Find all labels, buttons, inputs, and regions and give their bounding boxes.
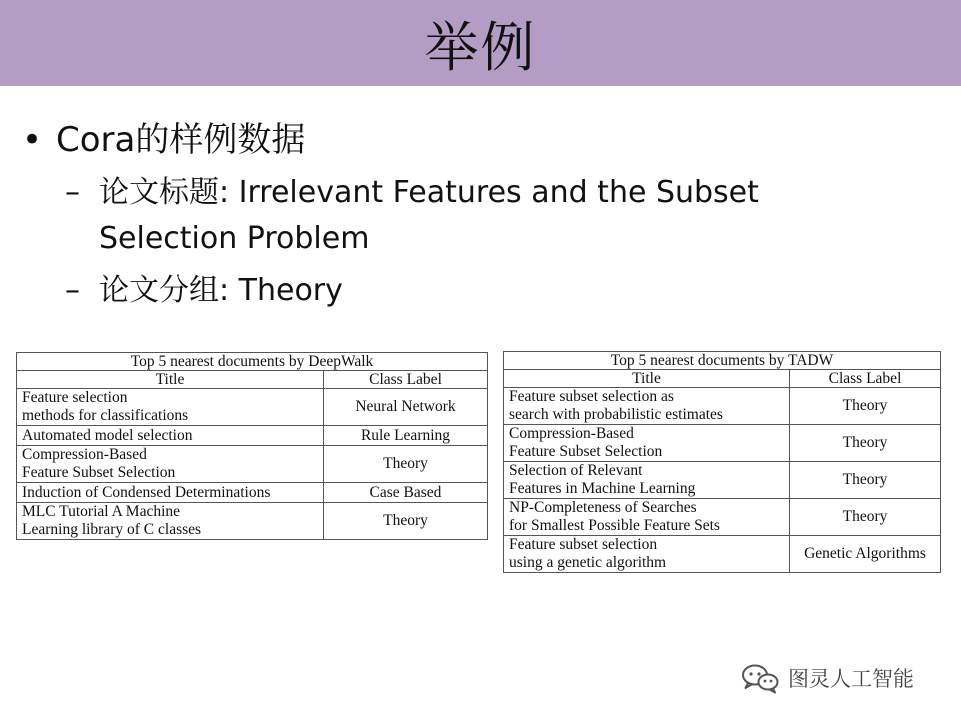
sub-item-line: 论文分组: Theory — [99, 273, 343, 308]
title-line: Feature Subset Selection — [22, 464, 176, 481]
table-row — [17, 389, 488, 426]
table-row — [504, 536, 941, 573]
class-label-cell: Theory — [790, 499, 941, 536]
title-line: Compression-Based — [22, 446, 147, 463]
watermark-text: 图灵人工智能 — [788, 667, 914, 691]
title-line: Feature selection — [22, 389, 128, 406]
table-row — [17, 503, 488, 540]
title-line: for Smallest Possible Feature Sets — [509, 517, 720, 534]
title-line: methods for classifications — [22, 407, 189, 424]
title-line: search with probabilistic estimates — [509, 406, 723, 423]
slide-title: 举例 — [424, 15, 537, 79]
column-header-title: Title — [17, 371, 324, 389]
watermark — [740, 662, 914, 694]
title-line: Features in Machine Learning — [509, 480, 696, 497]
table-row — [504, 499, 941, 536]
title-bar — [0, 0, 961, 86]
table-caption: Top 5 nearest documents by TADW — [504, 352, 941, 370]
tadw-table — [503, 351, 941, 573]
title-line: Feature Subset Selection — [509, 443, 663, 460]
class-label-cell: Theory — [790, 462, 941, 499]
title-line: Learning library of C classes — [22, 521, 202, 538]
sub-item-group — [65, 268, 343, 314]
title-line: Compression-Based — [509, 425, 634, 442]
title-line: Selection of Relevant — [509, 462, 643, 479]
column-header-class-label: Class Label — [790, 370, 941, 388]
dash-icon: – — [65, 273, 80, 308]
class-label-cell: Theory — [790, 425, 941, 462]
title-line: NP-Completeness of Searches — [509, 499, 697, 516]
class-label-cell: Theory — [324, 503, 488, 540]
wechat-icon — [740, 662, 780, 694]
class-label-cell: Genetic Algorithms — [790, 536, 941, 573]
title-cell — [504, 388, 790, 425]
title-cell — [504, 536, 790, 573]
bullet-text: Cora的样例数据 — [56, 120, 306, 160]
table-caption: Top 5 nearest documents by DeepWalk — [17, 353, 488, 371]
title-line: using a genetic algorithm — [509, 554, 667, 571]
title-cell — [17, 503, 324, 540]
class-label-cell: Neural Network — [324, 389, 488, 426]
table-row — [17, 483, 488, 503]
title-cell — [17, 426, 324, 446]
class-label-cell: Theory — [790, 388, 941, 425]
sub-item-title — [65, 170, 759, 262]
title-line: MLC Tutorial A Machine — [22, 503, 181, 520]
class-label-cell: Rule Learning — [324, 426, 488, 446]
sub-item-line: 论文标题: Irrelevant Features and the Subset — [99, 175, 759, 210]
dash-icon: – — [65, 175, 80, 210]
sub-item-line: Selection Problem — [99, 221, 370, 256]
title-cell — [17, 446, 324, 483]
title-cell — [17, 389, 324, 426]
class-label-cell: Theory — [324, 446, 488, 483]
column-header-class-label: Class Label — [324, 371, 488, 389]
class-label-cell: Case Based — [324, 483, 488, 503]
bullet-item — [22, 112, 305, 161]
title-line: Induction of Condensed Determinations — [22, 483, 271, 501]
title-line: Feature subset selection — [509, 536, 658, 553]
title-cell — [504, 462, 790, 499]
column-header-title: Title — [504, 370, 790, 388]
title-cell — [504, 425, 790, 462]
table-row — [17, 426, 488, 446]
title-cell — [17, 483, 324, 503]
table-row — [17, 446, 488, 483]
table-row — [504, 388, 941, 425]
deepwalk-table — [16, 352, 488, 540]
title-line: Feature subset selection as — [509, 388, 674, 405]
title-line: Automated model selection — [22, 426, 193, 444]
bullet-dot-icon: • — [22, 120, 43, 160]
table-row — [504, 425, 941, 462]
title-cell — [504, 499, 790, 536]
table-row — [504, 462, 941, 499]
